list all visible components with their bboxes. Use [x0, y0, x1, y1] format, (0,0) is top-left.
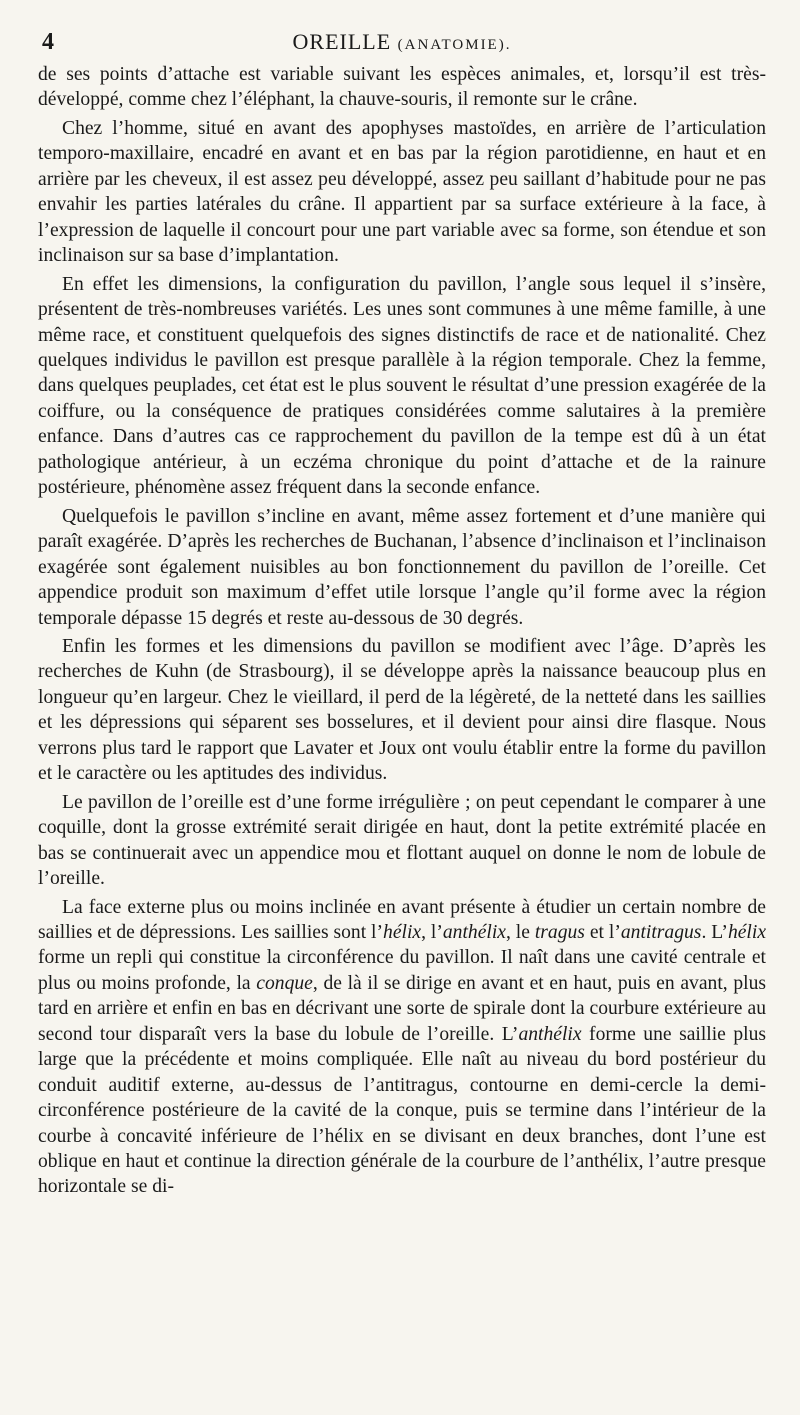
text-run: Chez l’homme, situé en avant des apophyses mastoïdes, en arrière de l’articulation temporo-maxillaire, encadré en avant et en bas par la région parotidienne, en haut et en arrière par les cheveux, il est assez peu développé, assez peu saillant d’habitude pour ne pas envahir les parties latérales du crâne. Il appartient par sa surface extérieure à la face, à l’expression de laquelle il concourt pour une part variable avec sa forme, son étendue et son inclinaison sur sa base d’implantation. — [38, 117, 766, 267]
text-run: Le pavillon de l’oreille est d’une forme irrégulière ; on peut cependant le comparer à une coquille, dont la grosse extrémité serait dirigée en haut, dont la petite extrémité placée en bas se continuerait avec un appendice mou et flottant auquel on donne le nom de lobule de l’oreille. — [38, 791, 766, 890]
paragraph — [38, 272, 766, 501]
text-run: . L’ — [701, 921, 728, 943]
body-text — [38, 62, 766, 1200]
text-run: Quelquefois le pavillon s’incline en avant, même assez fortement et d’une manière qui paraît exagérée. D’après les recherches de Buchanan, l’absence d’inclinaison et l’inclinaison exagérée sont également nuisibles au bon fonctionnement du pavillon de l’oreille. Cet appendice produit son maximum d’effet utile lorsque l’angle qu’il forme avec la région temporale dépasse 15 degrés et reste au-dessous de 30 degrés. — [38, 505, 766, 629]
running-head-subtitle: (ANATOMIE). — [397, 37, 512, 53]
text-run: , l’ — [421, 921, 443, 943]
text-run: de ses points d’attache est variable suivant les espèces animales, et, lorsqu’il est très-développé, comme chez l’éléphant, la chauve-souris, il remonte sur le crâne. — [38, 64, 766, 111]
text-run: En effet les dimensions, la configuration du pavillon, l’angle sous lequel il s’insère, présentent de très-nombreuses variétés. Les unes sont communes à une même famille, à une même race, et constituent quelquefois des signes distinctifs de race et de nationalité. Chez quelques individus le pavillon est presque parallèle à la région temporale. Chez la femme, dans quelques peuplades, cet état est le plus souvent le résultat d’une pression exagérée de la coiffure, ou la conséquence de pratiques considérées comme salutaires à la première enfance. Dans d’autres cas ce rapprochement du pavillon de la tempe est dû à un état pathologique antérieur, à un eczéma chronique du point d’attache et de la rainure postérieure, phénomène assez fréquent dans la seconde enfance. — [38, 273, 766, 499]
italic-term: hélix — [727, 921, 767, 943]
paragraph — [38, 62, 766, 113]
text-run: Enfin les formes et les dimensions du pavillon se modifient avec l’âge. D’après les recherches de Kuhn (de Strasbourg), il se développe après la naissance beaucoup plus en longueur qu’en largeur. Chez le vieillard, il perd de la légèreté, de la netteté dans les saillies et les dépressions qui séparent ses bosselures, et il devient pour ainsi dire flasque. Nous verrons plus tard le rapport que Lavater et Joux ont voulu établir entre la forme du pavillon et le caractère ou les aptitudes des individus. — [38, 635, 766, 785]
running-head — [38, 22, 766, 65]
text-run: et l’ — [584, 921, 621, 943]
paragraph — [38, 634, 766, 787]
italic-term: antitragus — [620, 921, 702, 943]
italic-term: hélix — [383, 921, 422, 943]
italic-term: tragus — [534, 921, 585, 943]
text-run: forme une saillie plus large que la précédente et moins compliquée. Elle naît au niveau du bord postérieur du conduit auditif externe, au-dessus de l’antitragus, contourne en demi-cercle la demi-circonférence postérieure de la cavité de la conque, puis se termine dans l’intérieur de la courbe à concavité inférieure de l’hélix en se divisant en deux branches, dont l’une est oblique en haut et continue la direction générale de la courbure de l’anthélix, l’autre presque horizontale se di- — [38, 1023, 767, 1198]
italic-term: anthélix — [442, 921, 506, 943]
paragraph — [38, 895, 766, 1200]
text-run: , de là il se dirige en avant et en haut, puis en avant, plus tard en arrière et enfin en bas en décrivant une sorte de spirale dont la courbure extérieure au second tour disparaît vers la base du lobule de l’oreille. L’ — [38, 972, 767, 1045]
italic-term: anthélix — [518, 1023, 582, 1045]
text-run: forme un repli qui constitue la circonférence du pavillon. Il naît dans une cavité centrale et plus ou moins profonde, la — [38, 947, 766, 994]
text-run: La face externe plus ou moins inclinée en avant présente à étudier un certain nombre de saillies et de dépressions. Les saillies sont l’ — [38, 896, 766, 943]
page-number: 4 — [42, 29, 54, 55]
running-head-title: OREILLE — [292, 29, 392, 54]
paragraph — [38, 790, 766, 892]
paragraph — [38, 504, 766, 631]
italic-term: conque — [256, 972, 313, 994]
paragraph — [38, 116, 766, 269]
page-header — [38, 22, 766, 62]
text-run: , le — [506, 921, 535, 943]
